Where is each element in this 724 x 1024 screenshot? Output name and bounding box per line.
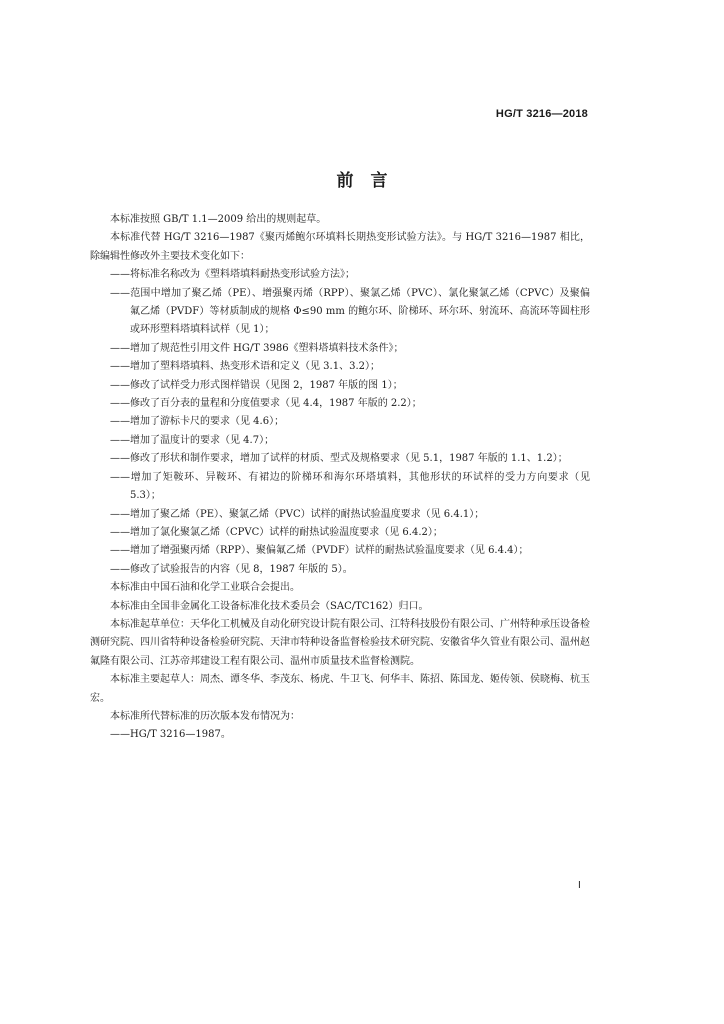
change-item: ——增加了塑料塔填料、热变形术语和定义（见 3.1、3.2）；: [110, 361, 380, 373]
page-title: 前 言: [336, 171, 388, 191]
paragraph-replacement: 本标准代替 HG/T 3216—1987《聚丙烯鲍尔环填料长期热变形试验方法》。与 HG/T 3216—1987 相比，除编辑性修改外主要技术变化如下：: [90, 232, 590, 262]
foreword-body: [90, 211, 590, 745]
change-item: ——将标准名称改为《塑料塔填料耐热变形试验方法》；: [110, 269, 355, 281]
paragraph-proposer: 本标准由中国石油和化学工业联合会提出。: [110, 582, 300, 594]
change-item: ——修改了试验报告的内容（见 8，1987 年版的 5）。: [110, 563, 353, 575]
change-item: ——修改了试样受力形式图样错误（见图 2，1987 年版的图 1）；: [110, 379, 403, 391]
paragraph-committee: 本标准由全国非金属化工设备标准化技术委员会（SAC/TC162）归口。: [110, 600, 429, 612]
change-item: ——增加了氯化聚氯乙烯（CPVC）试样的耐热试验温度要求（见 6.4.2）；: [110, 526, 443, 538]
change-item: ——增加了规范性引用文件 HG/T 3986《塑料塔填料技术条件》；: [110, 342, 404, 354]
change-item: ——修改了形状和制作要求，增加了试样的材质、型式及规格要求（见 5.1，1987 年版的 1.1、1.2）；: [110, 453, 568, 465]
change-item: ——范围中增加了聚乙烯（PE）、增强聚丙烯（RPP）、聚氯乙烯（PVC）、氯化聚氯乙烯（CPVC）及聚偏氟乙烯（PVDF）等材质制成的规格 Φ≤90 mm 的鲍尔环、阶梯环、环尔环、射流环、高流环等圆柱形或环形塑料塔填料试样（见 1）；: [110, 287, 590, 336]
paragraph-drafting-units: 本标准起草单位：天华化工机械及自动化研究设计院有限公司、江特科技股份有限公司、广州特种承压设备检测研究院、四川省特种设备检验研究院、天津市特种设备监督检验技术研究院、安徽省华久管业有限公司、温州赵氟隆有限公司、江苏帝邦建设工程有限公司、温州市质量技术监督检测院。: [90, 618, 590, 667]
history-item: ——HG/T 3216—1987。: [110, 729, 231, 741]
paragraph-history: 本标准所代替标准的历次版本发布情况为：: [110, 710, 300, 722]
change-item: ——增加了游标卡尺的要求（见 4.6）；: [110, 416, 285, 428]
paragraph-drafting-rules: 本标准按照 GB/T 1.1—2009 给出的规则起草。: [110, 214, 327, 225]
change-item: ——增加了增强聚丙烯（RPP）、聚偏氟乙烯（PVDF）试样的耐热试验温度要求（见 6.4.4）；: [110, 545, 529, 557]
page-number: I: [578, 880, 581, 891]
change-item: ——修改了百分表的量程和分度值要求（见 4.4，1987 年版的 2.2）；: [110, 398, 422, 410]
change-item: ——增加了温度计的要求（见 4.7）；: [110, 434, 275, 446]
paragraph-drafters: 本标准主要起草人：周杰、谭冬华、李茂东、杨虎、牛卫飞、何华丰、陈招、陈国龙、姬传领、侯晓梅、杭玉宏。: [90, 674, 590, 704]
change-item: ——增加了矩鞍环、异鞍环、有裙边的阶梯环和海尔环塔填料，其他形状的环试样的受力方向要求（见 5.3）；: [110, 471, 590, 502]
change-item: ——增加了聚乙烯（PE）、聚氯乙烯（PVC）试样的耐热试验温度要求（见 6.4.1）；: [110, 508, 485, 520]
standard-code: HG/T 3216—2018: [495, 108, 588, 120]
